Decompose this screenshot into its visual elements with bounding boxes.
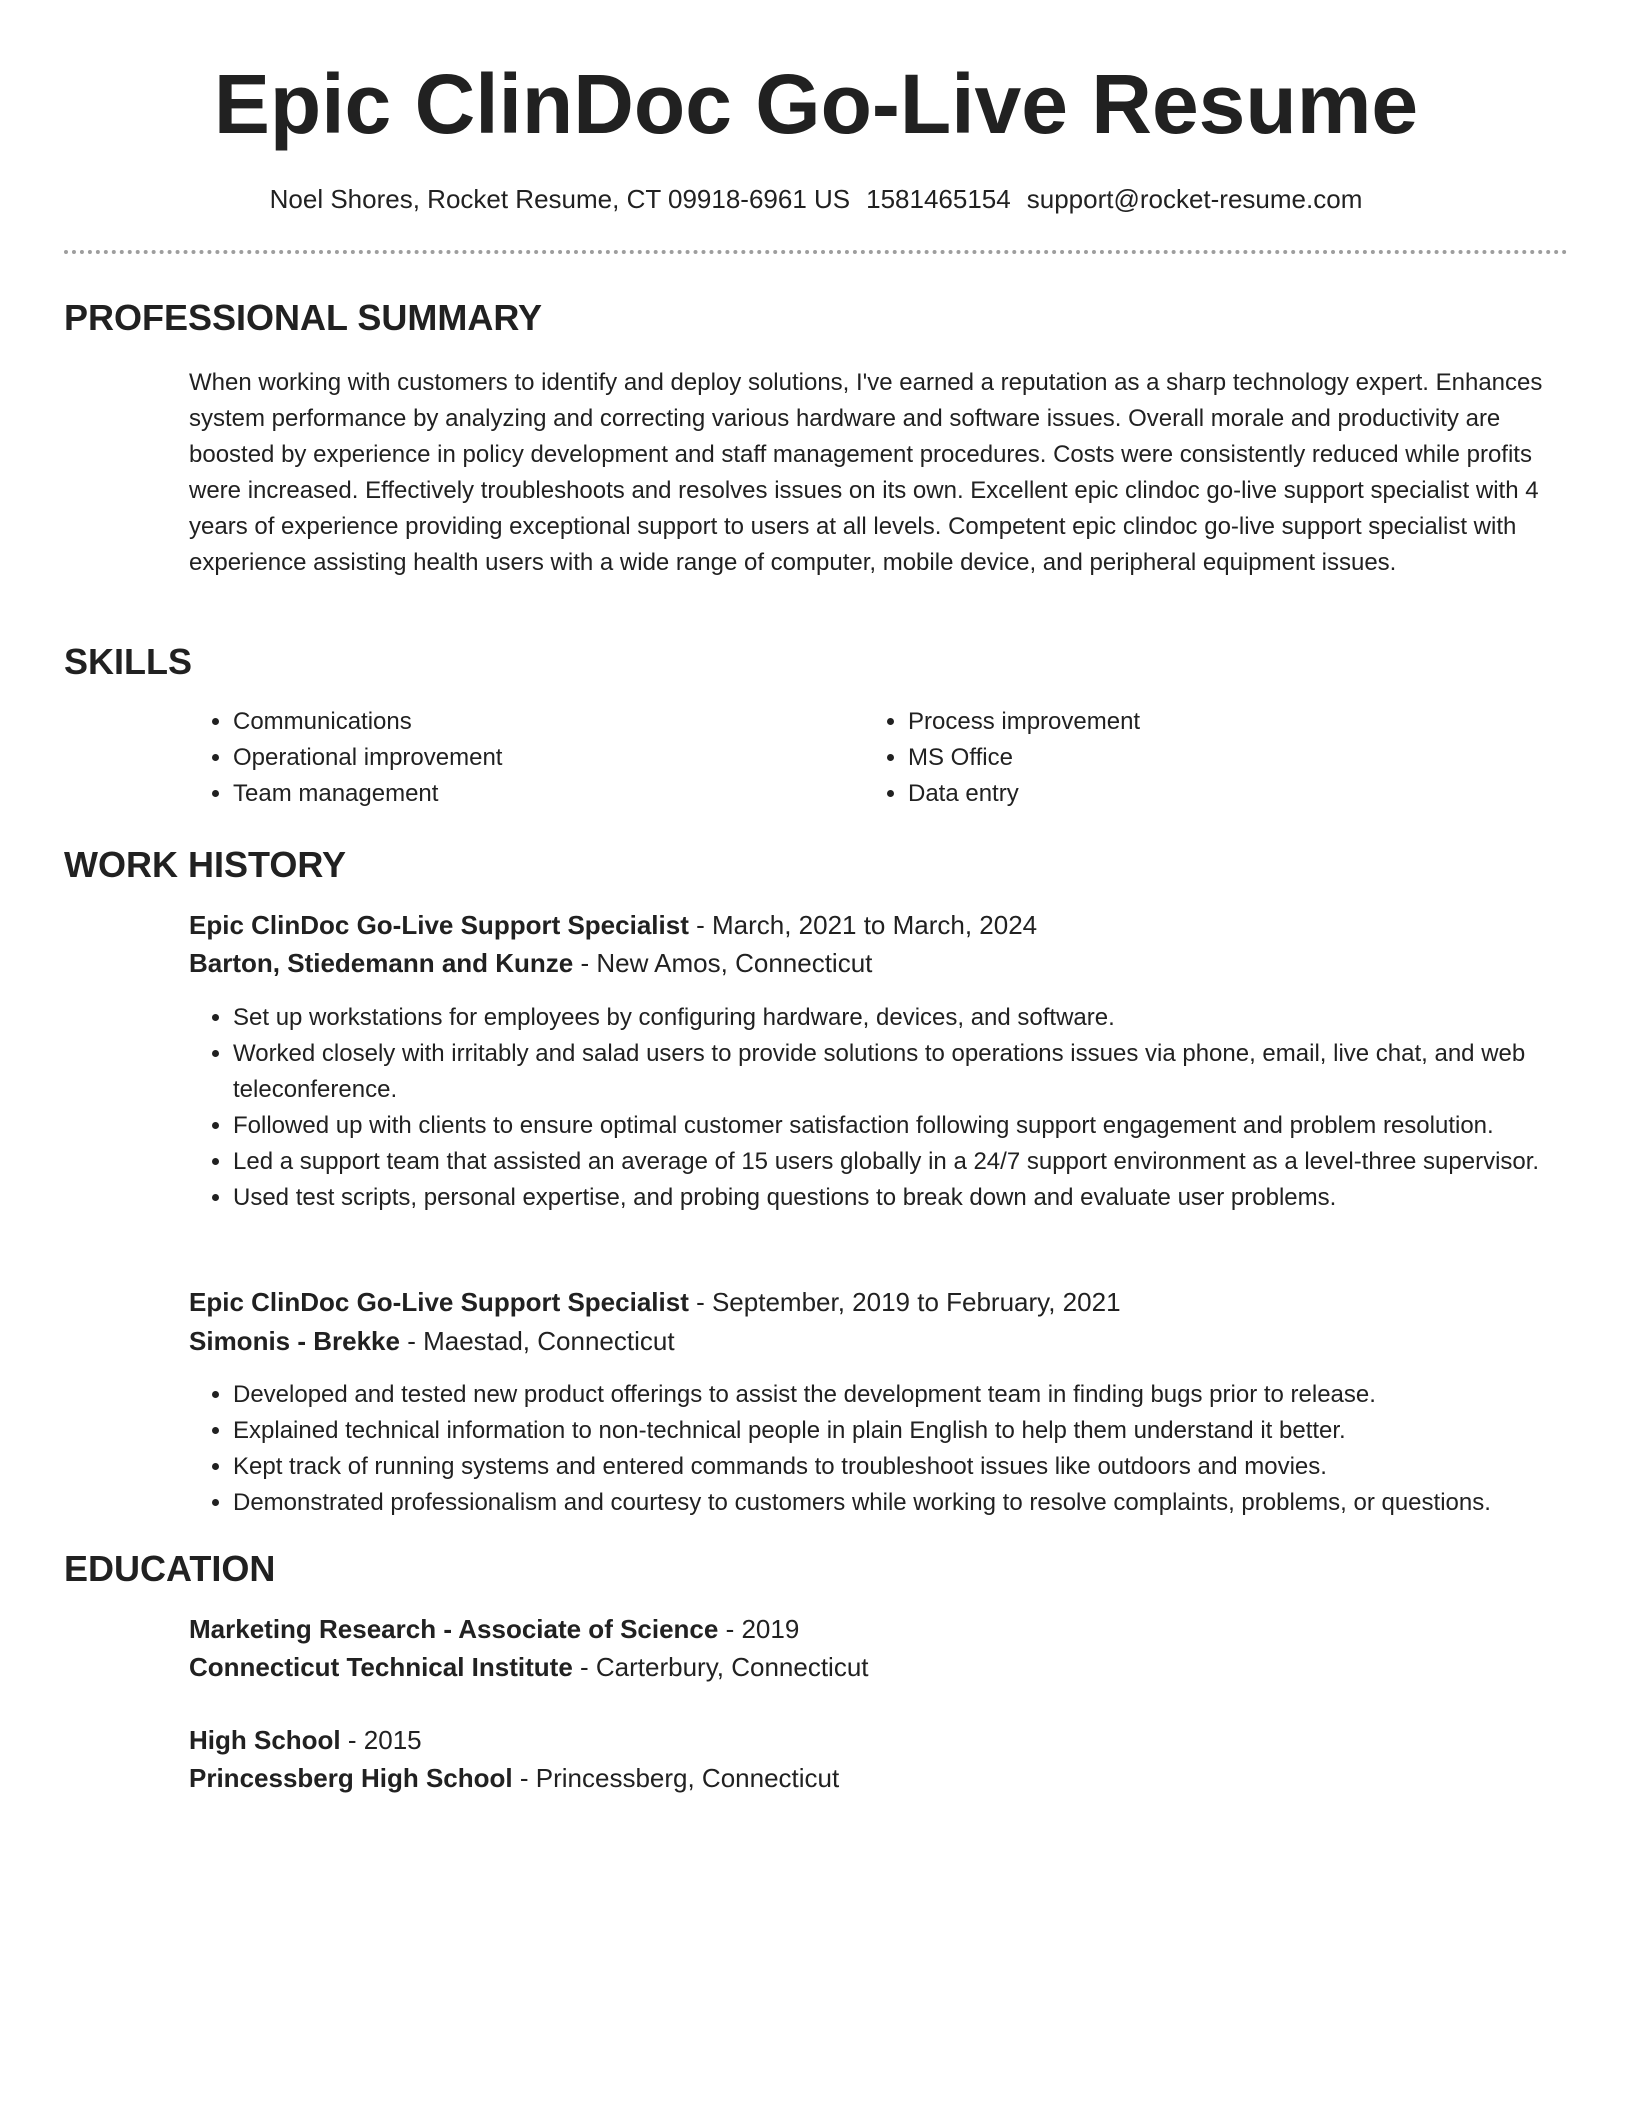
education-year: - 2019 [718, 1614, 800, 1644]
section-heading-education: EDUCATION [64, 1548, 276, 1589]
education-year: - 2015 [340, 1725, 422, 1755]
education-school-line [189, 1648, 869, 1686]
section-heading-summary: PROFESSIONAL SUMMARY [64, 297, 543, 338]
education-school-line [189, 1759, 839, 1797]
job-location: - New Amos, Connecticut [573, 948, 873, 978]
skill-item: • Operational improvement [233, 740, 853, 776]
contact-address: Noel Shores, Rocket Resume, CT 09918-6961 US [269, 184, 851, 214]
job-bullet: • Worked closely with irritably and salad users to provide solutions to operations issues via phone, email, live chat, and web teleconference. [233, 1036, 1613, 1108]
page-title: Epic ClinDoc Go-Live Resume [213, 57, 1419, 151]
job-bullets [189, 1377, 1613, 1521]
job-title: Epic ClinDoc Go-Live Support Specialist [189, 1287, 689, 1317]
job-bullet: • Used test scripts, personal expertise, and probing questions to break down and evaluate user problems. [233, 1180, 1613, 1216]
skills-list-right [864, 704, 1528, 812]
job-bullet: • Demonstrated professionalism and courtesy to customers while working to resolve complaints, problems, or questions. [233, 1485, 1613, 1521]
contact-email[interactable]: support@rocket-resume.com [1026, 184, 1363, 214]
section-heading-work: WORK HISTORY [64, 844, 347, 885]
skill-item: • MS Office [908, 740, 1528, 776]
job-company-line [189, 944, 872, 982]
education-degree-line [189, 1721, 422, 1759]
job-dates: - September, 2019 to February, 2021 [688, 1287, 1121, 1317]
education-school: Connecticut Technical Institute [189, 1652, 573, 1682]
skill-item: • Communications [233, 704, 853, 740]
job-bullet: • Kept track of running systems and entered commands to troubleshoot issues like outdoors and movies. [233, 1449, 1613, 1485]
skills-list-left [189, 704, 853, 812]
header-divider [64, 250, 1568, 254]
job-bullets [189, 1000, 1613, 1216]
education-location: - Carterbury, Connecticut [572, 1652, 869, 1682]
job-title-line [189, 906, 1037, 944]
education-degree: High School [189, 1725, 341, 1755]
job-bullet: • Developed and tested new product offerings to assist the development team in finding bugs prior to release. [233, 1377, 1613, 1413]
section-heading-skills: SKILLS [64, 641, 193, 682]
education-school: Princessberg High School [189, 1763, 513, 1793]
job-bullet: • Set up workstations for employees by configuring hardware, devices, and software. [233, 1000, 1613, 1036]
skill-item: • Team management [233, 776, 853, 812]
summary-text: When working with customers to identify and deploy solutions, I've earned a reputation as a sharp technology expert. Enhances system performance by analyzing and correcting various hardware and software issues. Overall morale and productivity are boosted by experience in policy development and staff management procedures. Costs were consistently reduced while profits were increased. Effectively troubleshoots and resolves issues on its own. Excellent epic clindoc go-live support specialist with 4 years of experience providing exceptional support to users at all levels. Competent epic clindoc go-live support specialist with experience assisting health users with a wide range of computer, mobile device, and peripheral equipment issues. [189, 369, 1543, 576]
job-company-line [189, 1322, 675, 1360]
contact-line [0, 182, 1632, 216]
skill-item: • Process improvement [908, 704, 1528, 740]
education-degree-line [189, 1610, 799, 1648]
job-bullet: • Led a support team that assisted an average of 15 users globally in a 24/7 support environment as a level-three supervisor. [233, 1144, 1613, 1180]
education-location: - Princessberg, Connecticut [512, 1763, 840, 1793]
job-bullet: • Explained technical information to non-technical people in plain English to help them understand it better. [233, 1413, 1613, 1449]
education-degree: Marketing Research - Associate of Science [189, 1614, 719, 1644]
job-location: - Maestad, Connecticut [399, 1326, 675, 1356]
job-title-line [189, 1283, 1121, 1321]
job-company: Simonis - Brekke [189, 1326, 400, 1356]
job-dates: - March, 2021 to March, 2024 [688, 910, 1038, 940]
contact-phone: 1581465154 [866, 184, 1011, 214]
skill-item: • Data entry [908, 776, 1528, 812]
job-bullet: • Followed up with clients to ensure optimal customer satisfaction following support engagement and problem resolution. [233, 1108, 1613, 1144]
job-title: Epic ClinDoc Go-Live Support Specialist [189, 910, 689, 940]
job-company: Barton, Stiedemann and Kunze [189, 948, 574, 978]
